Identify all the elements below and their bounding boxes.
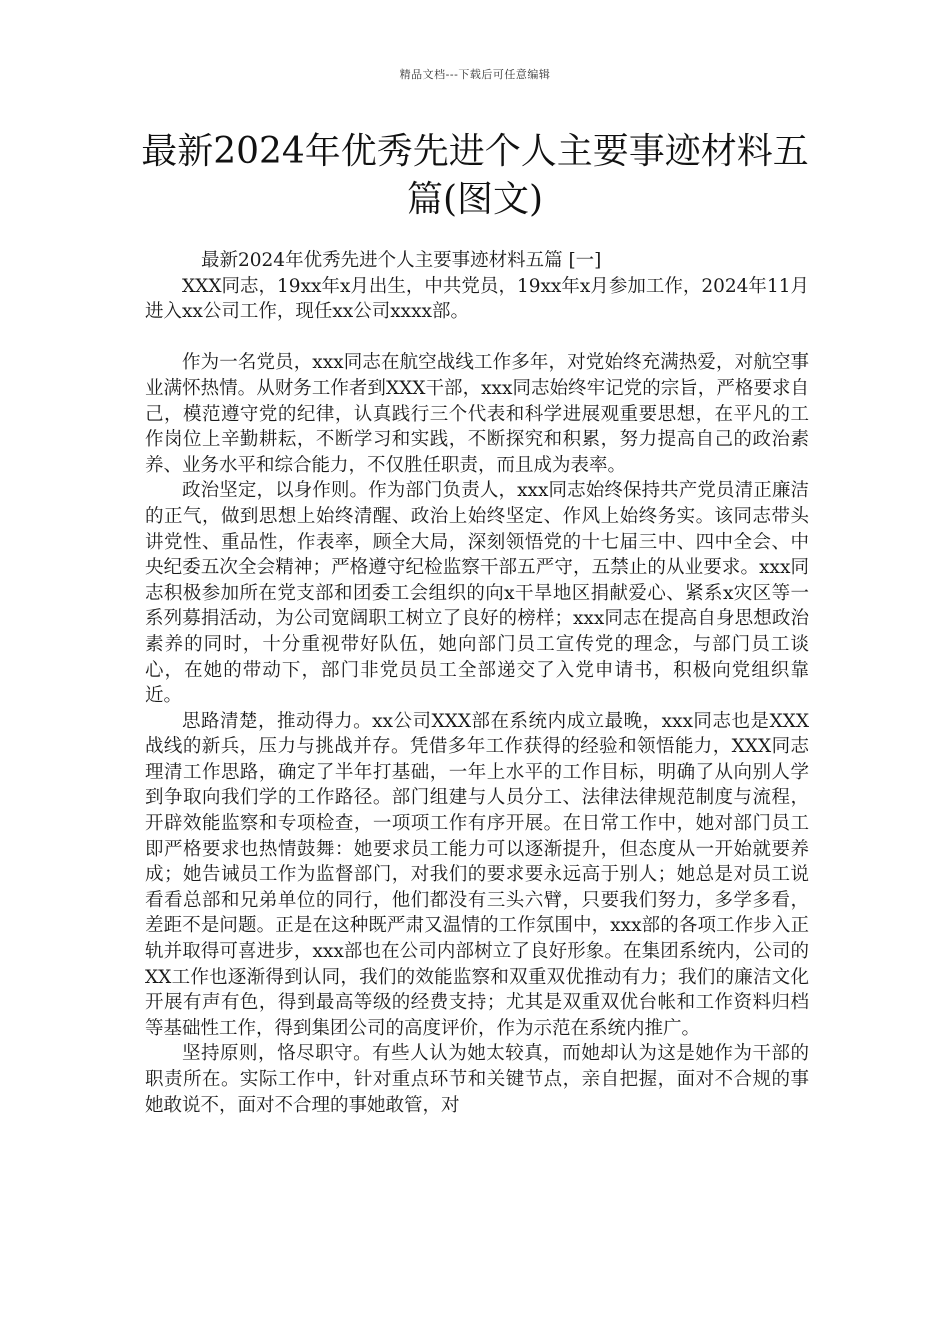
paragraph-political: 政治坚定，以身作则。作为部门负责人，xxx同志始终保持共产党员清正廉洁的正气，做到思想上始终清醒、政治上始终坚定、作风上始终务实。该同志带头讲党性、重品性，作表率，顾全大局，深刻领悟党的十七届三中、四中全会、中央纪委五次全会精神；严格遵守纪检监察干部五严守，五禁止的从业要求。xxx同志积极参加所在党支部和团委工会组织的向x干旱地区捐献爱心、紧系x灾区等一系列募捐活动，为公司宽阔职工树立了良好的榜样；xxx同志在提高自身思想政治素养的同时，十分重视带好队伍，她向部门员工宣传党的理念，与部门员工谈心，在她的带动下，部门非党员员工全部递交了入党申请书，积极向党组织靠近。 bbox=[145, 480, 809, 707]
document-body bbox=[145, 248, 809, 1118]
paragraph-intro: XXX同志，19xx年x月出生，中共党员，19xx年x月参加工作，2024年11月进入xx公司工作，现任xx公司xxxx部。 bbox=[145, 275, 809, 323]
paragraph-thinking: 思路清楚，推动得力。xx公司XXX部在系统内成立最晚，xxx同志也是XXX战线的新兵，压力与挑战并存。凭借多年工作获得的经验和领悟能力，XXX同志理清工作思路，确定了半年打基础，一年上水平的工作目标，明确了从向别人学到争取向我们学的工作路径。部门组建与人员分工、法律法律规范制度与流程，开辟效能监察和专项检查，一项项工作有序开展。在日常工作中，她对部门员工即严格要求也热情鼓舞：她要求员工能力可以逐渐提升，但态度从一开始就要养成；她告诫员工作为监督部门，对我们的要求要永远高于别人；她总是对员工说看看总部和兄弟单位的同行，他们都没有三头六臂，只要我们努力，多学多看，差距不是问题。正是在这种既严肃又温情的工作氛围中，xxx部的各项工作步入正轨并取得可喜进步，xxx部也在公司内部树立了良好形象。在集团系统内，公司的XX工作也逐渐得到认同，我们的效能监察和双重双优推动有力；我们的廉洁文化开展有声有色，得到最高等级的经费支持；尤其是双重双优台帐和工作资料归档等基础性工作，得到集团公司的高度评价，作为示范在系统内推广。 bbox=[145, 710, 809, 1039]
paragraph-party-member: 作为一名党员，xxx同志在航空战线工作多年，对党始终充满热爱，对航空事业满怀热情。从财务工作者到XXX干部，xxx同志始终牢记党的宗旨，严格要求自己，模范遵守党的纪律，认真践行三个代表和科学进展观重要思想，在平凡的工作岗位上辛勤耕耘，不断学习和实践，不断探究和积累，努力提高自己的政治素养、业务水平和综合能力，不仅胜任职责，而且成为表率。 bbox=[145, 352, 809, 476]
paragraph-gap bbox=[145, 325, 809, 351]
document-title: 最新2024年优秀先进个人主要事迹材料五篇(图文) bbox=[141, 131, 809, 220]
paragraph-principle: 坚持原则，恪尽职守。有些人认为她太较真，而她却认为这是她作为干部的职责所在。实际工作中，针对重点环节和关键节点，亲自把握，面对不合规的事她敢说不，面对不合理的事她敢管，对 bbox=[145, 1043, 809, 1116]
section-heading: 最新2024年优秀先进个人主要事迹材料五篇 [一] bbox=[201, 250, 602, 271]
header-note: 精品文档---下载后可任意编辑 bbox=[399, 68, 551, 81]
